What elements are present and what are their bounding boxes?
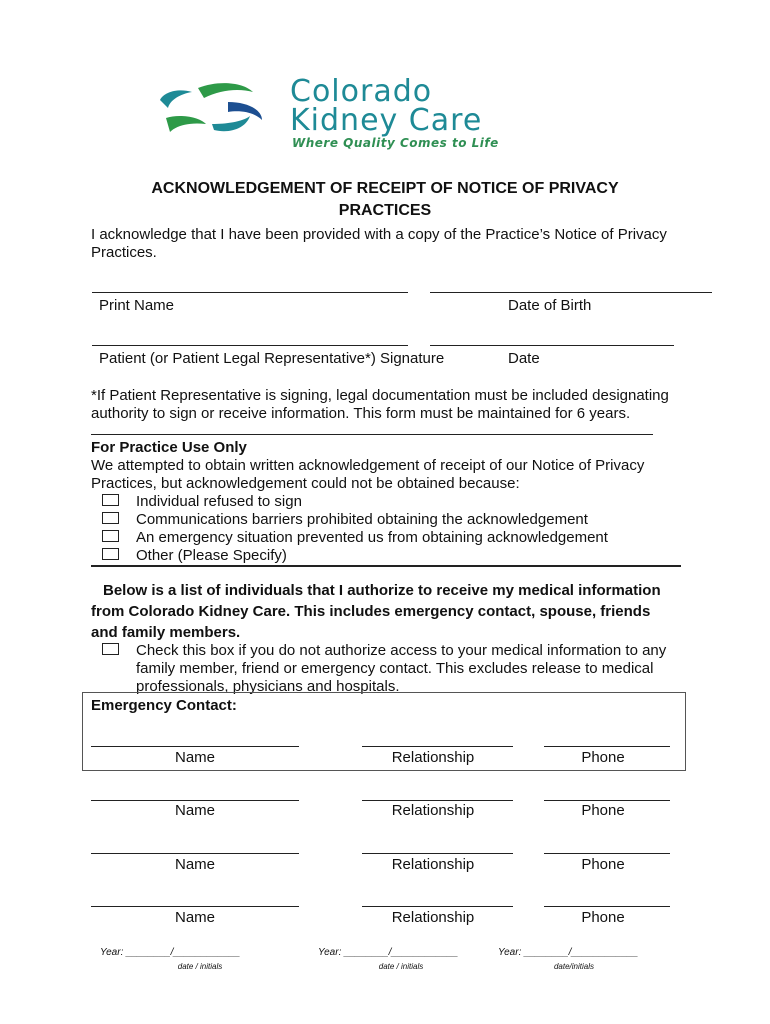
representative-note-line1: *If Patient Representative is signing, legal documentation must be included designating: [91, 387, 669, 404]
phone-line[interactable]: [544, 906, 670, 907]
name-line[interactable]: [91, 746, 299, 747]
phone-line[interactable]: [544, 746, 670, 747]
emergency-checkbox[interactable]: [102, 530, 119, 542]
signature-line[interactable]: [92, 345, 408, 346]
phone-label: Phone: [581, 802, 625, 819]
practice-use-line1: We attempted to obtain written acknowledgement of receipt of our Notice of Privacy: [91, 457, 645, 474]
authorize-line1: Below is a list of individuals that I authorize to receive my medical information: [103, 582, 661, 599]
title-line2: PRACTICES: [338, 202, 432, 219]
name-label: Name: [174, 856, 215, 873]
date-initials-label-1: date / initials: [177, 962, 223, 971]
representative-note-line2: authority to sign or receive information. This form must be maintained for 6 years.: [91, 405, 631, 422]
relationship-label: Relationship: [391, 909, 475, 926]
optout-line3: professionals, physicians and hospitals.: [136, 678, 400, 695]
logo-name-line2: Kidney Care: [290, 103, 483, 138]
year-field-1[interactable]: Year: ________/____________: [100, 947, 241, 958]
phone-line[interactable]: [544, 800, 670, 801]
dob-label: Date of Birth: [508, 297, 592, 314]
practice-use-heading: For Practice Use Only: [91, 439, 247, 456]
acknowledge-line1: I acknowledge that I have been provided with a copy of the Practice’s Notice of Privacy: [91, 226, 667, 243]
practice-use-line2: Practices, but acknowledgement could not be obtained because:: [91, 475, 520, 492]
option-refused: Individual refused to sign: [136, 493, 302, 510]
other-checkbox[interactable]: [102, 548, 119, 560]
optout-checkbox[interactable]: [102, 643, 119, 655]
print-name-line[interactable]: [92, 292, 408, 293]
date-label: Date: [508, 350, 540, 367]
acknowledge-text: [91, 226, 731, 262]
page-title: [60, 178, 710, 222]
logo-name-line1: Colorado: [290, 74, 433, 109]
option-emergency: An emergency situation prevented us from obtaining acknowledgement: [136, 529, 608, 546]
logo-tagline: Where Quality Comes to Life: [292, 136, 499, 150]
authorize-line3: and family members.: [91, 624, 241, 641]
relationship-line[interactable]: [362, 746, 513, 747]
emergency-heading: Emergency Contact:: [91, 697, 237, 714]
name-line[interactable]: [91, 800, 299, 801]
year-field-3[interactable]: Year: ________/____________: [498, 947, 639, 958]
name-label: Name: [174, 749, 215, 766]
date-initials-label-2: date / initials: [378, 962, 424, 971]
practice-divider: [91, 565, 681, 567]
name-line[interactable]: [91, 853, 299, 854]
year-field-2[interactable]: Year: ________/____________: [318, 947, 459, 958]
signature-label: Patient (or Patient Legal Representative*) Signature: [99, 350, 445, 367]
name-label: Name: [174, 909, 215, 926]
relationship-label: Relationship: [391, 749, 475, 766]
phone-line[interactable]: [544, 853, 670, 854]
relationship-line[interactable]: [362, 800, 513, 801]
title-line1: ACKNOWLEDGEMENT OF RECEIPT OF NOTICE OF PRIVACY: [151, 180, 619, 197]
name-label: Name: [174, 802, 215, 819]
optout-text: [136, 642, 696, 696]
relationship-label: Relationship: [391, 802, 475, 819]
option-other: Other (Please Specify): [136, 547, 287, 564]
authorize-text: [91, 580, 731, 643]
barriers-checkbox[interactable]: [102, 512, 119, 524]
representative-note: [91, 387, 741, 423]
phone-label: Phone: [581, 856, 625, 873]
section-divider: [91, 434, 653, 435]
phone-label: Phone: [581, 749, 625, 766]
relationship-label: Relationship: [391, 856, 475, 873]
optout-line1: Check this box if you do not authorize access to your medical information to any: [136, 642, 667, 659]
acknowledge-line2: Practices.: [91, 244, 157, 261]
date-line[interactable]: [430, 345, 674, 346]
relationship-line[interactable]: [362, 853, 513, 854]
authorize-line2: from Colorado Kidney Care. This includes emergency contact, spouse, friends: [91, 603, 651, 620]
dob-line[interactable]: [430, 292, 712, 293]
refused-checkbox[interactable]: [102, 494, 119, 506]
date-initials-label-3: date/initials: [553, 962, 595, 971]
logo: [150, 74, 630, 154]
relationship-line[interactable]: [362, 906, 513, 907]
print-name-label: Print Name: [99, 297, 175, 314]
name-line[interactable]: [91, 906, 299, 907]
practice-use-text: [91, 457, 731, 493]
option-barriers: Communications barriers prohibited obtaining the acknowledgement: [136, 511, 588, 528]
optout-line2: family member, friend or emergency contact. This excludes release to medical: [136, 660, 654, 677]
phone-label: Phone: [581, 909, 625, 926]
logo-mark-icon: [158, 78, 268, 138]
